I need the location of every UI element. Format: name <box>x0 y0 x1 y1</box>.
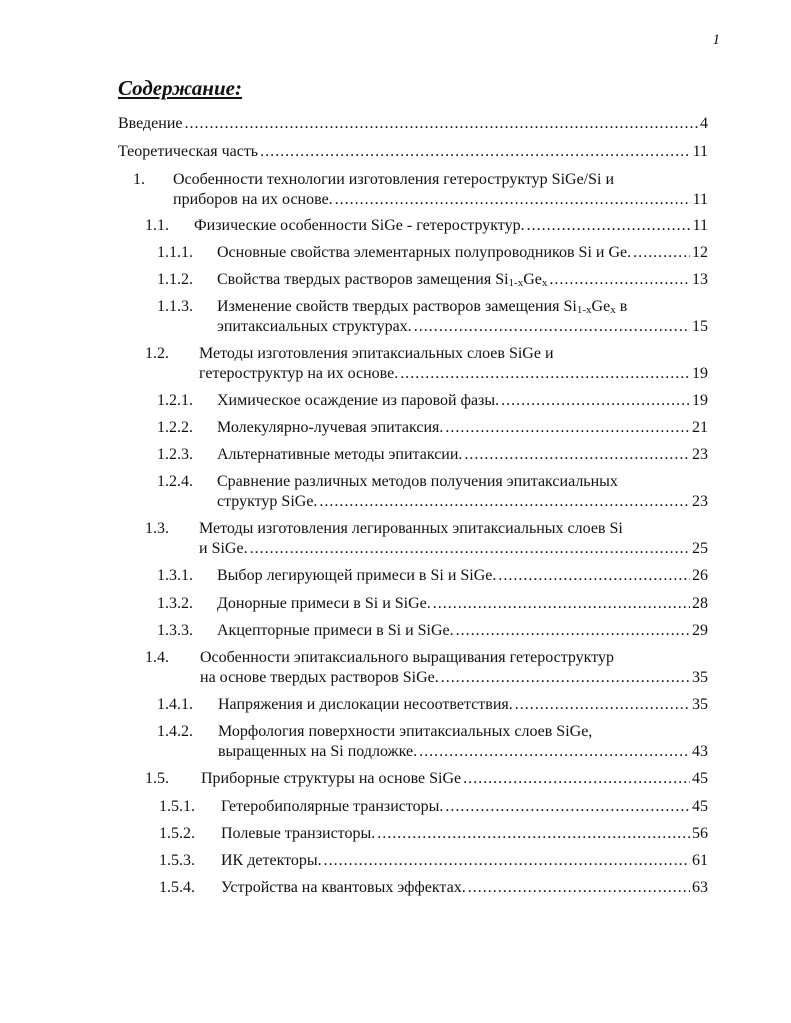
toc-entry-1-4-1[interactable] <box>157 695 708 715</box>
toc-entry-page: 35 <box>692 696 708 713</box>
toc-entry-text-line2: приборов на их основе. <box>173 191 333 208</box>
toc-entry-number: 1.2.3. <box>157 446 193 463</box>
toc-entry-text-line1: Особенности эпитаксиального выращивания гетероструктур <box>200 649 615 666</box>
toc-entry-text <box>217 270 547 290</box>
toc-leader <box>501 391 690 411</box>
toc-entry-1-5-1[interactable] <box>159 797 708 817</box>
toc-leader <box>498 566 690 586</box>
toc-entry-text: Гетеробиполярные транзисторы. <box>221 798 444 815</box>
toc-entry-text-line1: Сравнение различных методов получения эпитаксиальных <box>217 473 618 490</box>
toc-entry-1-3-1[interactable] <box>157 566 708 586</box>
toc-entry-1-5[interactable] <box>145 769 708 789</box>
toc-leader <box>400 364 690 384</box>
toc-leader <box>468 878 690 898</box>
subscript: 1-x <box>508 277 524 289</box>
toc-entry-page: 11 <box>692 143 708 160</box>
toc-leader <box>463 769 690 789</box>
toc-entry-text-line1: Методы изготовления эпитаксиальных слоев SiGe и <box>199 345 554 362</box>
toc-entry-text: Полевые транзисторы. <box>221 825 376 842</box>
toc-entry-number: 1.1.3. <box>157 298 193 315</box>
toc-entry-1-3-2[interactable] <box>157 594 708 614</box>
toc-entry-page: 63 <box>692 879 708 896</box>
toc-entry-page: 12 <box>692 244 708 261</box>
toc-entry-page: 61 <box>692 852 708 869</box>
toc-entry-text: Выбор легирующей примеси в Si и SiGe. <box>217 567 497 584</box>
toc-entry-number: 1.4.2. <box>157 723 193 740</box>
toc-entry-text-part: Ge <box>523 271 542 288</box>
toc-entry-text-line2: и SiGe. <box>199 540 248 557</box>
toc-entry-text-line1: Методы изготовления легированных эпитаксиальных слоев Si <box>199 520 623 537</box>
page-title: Содержание: <box>118 76 242 100</box>
toc-entry-1-1-2[interactable] <box>157 270 708 290</box>
toc-entry-text: Напряжения и дислокации несоответствия. <box>218 696 513 713</box>
toc-entry-text-line2: структур SiGe. <box>217 493 318 510</box>
toc-entry-1-5-3[interactable] <box>159 851 708 871</box>
toc-entry-page: 23 <box>692 446 708 463</box>
toc-leader <box>441 668 690 688</box>
toc-leader <box>419 742 690 762</box>
toc-entry-text-line1 <box>217 297 627 317</box>
toc-leader <box>456 621 690 641</box>
toc-entry-1-3-3[interactable] <box>157 621 708 641</box>
toc-leader <box>324 851 690 871</box>
subscript: x <box>541 277 548 289</box>
toc-entry-text: Акцепторные примеси в Si и SiGe. <box>217 622 454 639</box>
toc-entry-text-line1: Морфология поверхности эпитаксиальных слоев SiGe, <box>218 723 593 740</box>
toc-entry-1-1-3[interactable] <box>157 297 708 337</box>
toc-entry-text: Донорные примеси в Si и SiGe. <box>217 595 431 612</box>
toc-entry-1-1[interactable] <box>145 216 708 236</box>
toc-entry-1-2-1[interactable] <box>157 391 708 411</box>
subscript: x <box>610 304 616 316</box>
toc-entry-page: 19 <box>692 392 708 409</box>
toc-entry-1[interactable] <box>133 170 708 210</box>
toc-leader <box>185 114 699 134</box>
toc-leader <box>515 695 690 715</box>
toc-leader <box>319 492 690 512</box>
toc-leader <box>250 539 690 559</box>
subscript: 1-x <box>576 304 592 316</box>
toc-entry-1-3[interactable] <box>145 519 708 559</box>
toc-entry-number: 1.2.4. <box>157 473 193 490</box>
toc-entry-page: 19 <box>692 365 708 382</box>
toc-entry-number: 1.5. <box>145 770 169 787</box>
toc-entry-text: Молекулярно-лучевая эпитаксия. <box>217 419 444 436</box>
toc-entry-page: 4 <box>700 115 708 132</box>
toc-entry-page: 29 <box>692 622 708 639</box>
toc-entry-1-2-2[interactable] <box>157 418 708 438</box>
toc-entry-number: 1.4. <box>145 649 169 666</box>
toc-leader <box>377 824 690 844</box>
toc-entry-text: ИК детекторы. <box>221 852 322 869</box>
toc-entry-text-part: в <box>615 298 628 315</box>
toc-entry-number: 1.2.1. <box>157 392 193 409</box>
toc-entry-number: 1.2.2. <box>157 419 193 436</box>
toc-entry-page: 28 <box>692 595 708 612</box>
toc-entry-page: 21 <box>692 419 708 436</box>
toc-entry-text-line2: на основе твердых растворов SiGe. <box>200 669 439 686</box>
toc-entry-text: Устройства на квантовых эффектах. <box>221 879 466 896</box>
toc-entry-1-1-1[interactable] <box>157 243 708 263</box>
toc-entry-number: 1. <box>133 171 145 188</box>
toc-entry-text: Введение <box>118 115 183 132</box>
toc-entry-1-4[interactable] <box>145 648 708 688</box>
page-number: 1 <box>712 32 720 48</box>
toc-entry-number: 1.5.2. <box>159 825 195 842</box>
toc-entry-number: 1.5.4. <box>159 879 195 896</box>
toc-leader <box>414 317 690 337</box>
toc-entry-page: 11 <box>692 191 708 208</box>
toc-leader <box>433 594 690 614</box>
toc-entry-1-5-2[interactable] <box>159 824 708 844</box>
toc-entry-number: 1.1.2. <box>157 271 193 288</box>
toc-entry-page: 13 <box>692 271 708 288</box>
toc-entry-number: 1.4.1. <box>157 696 193 713</box>
toc-leader <box>633 243 690 263</box>
toc-entry-text-line1: Особенности технологии изготовления гетероструктур SiGe/Si и <box>173 171 615 188</box>
toc-leader <box>445 418 690 438</box>
toc-entry-text: Приборные структуры на основе SiGe <box>201 770 462 787</box>
toc-entry-text-part: Свойства твердых растворов замещения Si <box>217 271 509 288</box>
toc-entry-1-2[interactable] <box>145 344 708 384</box>
toc-entry-text: Химическое осаждение из паровой фазы. <box>217 392 500 409</box>
toc-entry-page: 15 <box>692 318 708 335</box>
toc-entry-page: 56 <box>692 825 708 842</box>
toc-entry-page: 25 <box>692 540 708 557</box>
toc-entry-text-part: Ge <box>591 298 611 315</box>
toc-entry-text: Основные свойства элементарных полупроводников Si и Ge. <box>217 244 632 261</box>
toc-entry-text-line2: гетероструктур на их основе. <box>199 365 399 382</box>
toc-leader <box>527 216 691 236</box>
toc-entry-page: 26 <box>692 567 708 584</box>
toc-entry-text: Альтернативные методы эпитаксии. <box>217 446 463 463</box>
toc-entry-page: 43 <box>692 743 708 760</box>
toc-entry-text-line2: эпитаксиальных структурах. <box>217 318 412 335</box>
toc-entry-theoretical-part[interactable] <box>118 142 708 162</box>
toc-entry-text-part: Изменение свойств твердых растворов замещения Si <box>217 298 577 315</box>
toc-entry-number: 1.3.3. <box>157 622 193 639</box>
toc-leader <box>464 445 690 465</box>
toc-leader <box>260 142 690 162</box>
toc-entry-page: 45 <box>692 798 708 815</box>
toc-entry-page: 45 <box>692 770 708 787</box>
toc-entry-number: 1.3. <box>145 520 169 537</box>
toc-entry-page: 23 <box>692 493 708 510</box>
toc-entry-introduction[interactable] <box>118 114 708 134</box>
toc-entry-number: 1.3.2. <box>157 595 193 612</box>
toc-entry-text: Физические особенности SiGe - гетероструктур. <box>194 217 525 234</box>
toc-leader <box>445 797 690 817</box>
toc-entry-number: 1.5.3. <box>159 852 195 869</box>
toc-entry-1-4-2[interactable] <box>157 722 708 762</box>
toc-entry-1-2-4[interactable] <box>157 472 708 512</box>
toc-entry-page: 11 <box>692 217 708 234</box>
toc-entry-number: 1.2. <box>145 345 169 362</box>
toc-entry-page: 35 <box>692 669 708 686</box>
toc-entry-number: 1.1. <box>145 217 169 234</box>
toc-entry-text-line2: выращенных на Si подложке. <box>218 743 418 760</box>
toc-entry-1-5-4[interactable] <box>159 878 708 898</box>
toc-entry-number: 1.1.1. <box>157 244 193 261</box>
toc-entry-text: Теоретическая часть <box>118 143 259 160</box>
toc-leader <box>549 270 690 290</box>
toc-entry-1-2-3[interactable] <box>157 445 708 465</box>
toc-entry-number: 1.3.1. <box>157 567 193 584</box>
toc-entry-number: 1.5.1. <box>159 798 195 815</box>
toc-leader <box>335 190 691 210</box>
